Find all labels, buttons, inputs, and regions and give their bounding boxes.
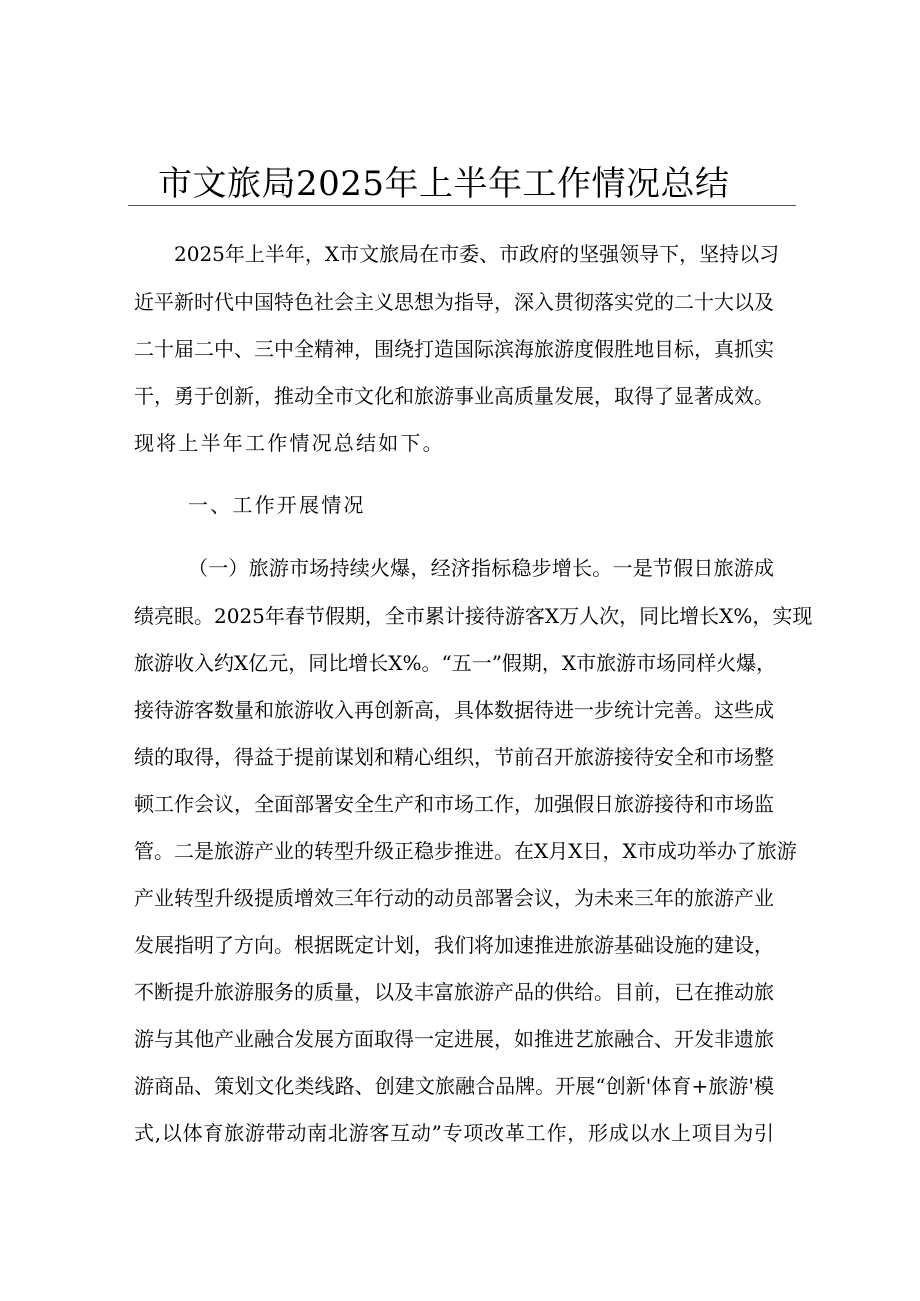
body-line-2: 近平新时代中国特色社会主义思想为指导，深入贯彻落实党的二十大以及	[134, 290, 774, 314]
body-line-4: 干，勇于创新，推动全市文化和旅游事业高质量发展，取得了显著成效。	[134, 384, 774, 408]
section-heading: 一、工作开展情况	[188, 493, 366, 517]
document-title: 市文旅局2025年上半年工作情况总结	[158, 164, 730, 204]
body-line-19: 式,以体育旅游带动南北游客互动”专项改革工作，形成以水上项目为引	[134, 1121, 774, 1145]
body-line-7: （一）旅游市场持续火爆，经济指标稳步增长。一是节假日旅游成	[188, 556, 774, 580]
body-line-13: 管。二是旅游产业的转型升级正稳步推进。在X月X日，X市成功举办了旅游	[134, 839, 797, 863]
body-line-17: 游与其他产业融合发展方面取得一定进展，如推进艺旅融合、开发非遗旅	[134, 1027, 774, 1051]
body-line-9: 旅游收入约X亿元，同比增长X%。“五一”假期，X市旅游市场同样火爆，	[134, 651, 777, 675]
body-line-10: 接待游客数量和旅游收入再创新高，具体数据待进一步统计完善。这些成	[134, 698, 774, 722]
body-line-5: 现将上半年工作情况总结如下。	[134, 431, 445, 455]
body-line-11: 绩的取得，得益于提前谋划和精心组织，节前召开旅游接待安全和市场整	[134, 745, 774, 769]
body-line-16: 不断提升旅游服务的质量，以及丰富旅游产品的供给。目前，已在推动旅	[134, 980, 774, 1004]
body-line-14: 产业转型升级提质增效三年行动的动员部署会议，为未来三年的旅游产业	[134, 886, 774, 910]
body-line-1: 2025年上半年，X市文旅局在市委、市政府的坚强领导下，坚持以习	[174, 242, 780, 266]
body-line-15: 发展指明了方向。根据既定计划，我们将加速推进旅游基础设施的建设，	[134, 933, 774, 957]
body-line-12: 顿工作会议，全面部署安全生产和市场工作，加强假日旅游接待和市场监	[134, 792, 774, 816]
body-line-3: 二十届二中、三中全精神，围绕打造国际滨海旅游度假胜地目标，真抓实	[134, 337, 774, 361]
title-underline	[128, 205, 796, 206]
body-line-8: 绩亮眼。2025年春节假期，全市累计接待游客X万人次，同比增长X%，实现	[134, 604, 813, 628]
body-line-18: 游商品、策划文化类线路、创建文旅融合品牌。开展“创新'体育+旅游'模	[134, 1074, 774, 1098]
